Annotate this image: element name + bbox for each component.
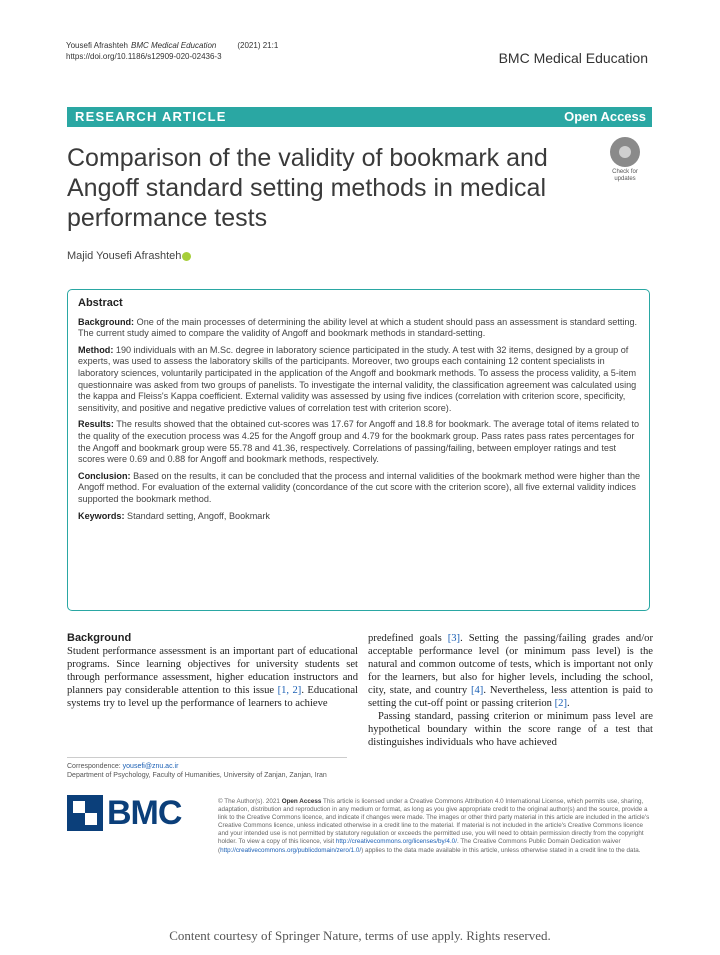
license-url-link[interactable]: http://creativecommons.org/licenses/by/4.0/ <box>335 838 457 846</box>
correspondence-email[interactable]: yousefi@znu.ac.ir <box>122 763 179 770</box>
bmc-logo-text: BMC <box>107 794 182 832</box>
body-left-column <box>67 632 358 710</box>
abstract-heading: Abstract <box>78 297 123 309</box>
public-domain-url-link[interactable]: http://creativecommons.org/publicdomain/zero/1.0/ <box>220 846 362 854</box>
doi-link[interactable]: https://doi.org/10.1186/s12909-020-02436-3 <box>66 52 222 61</box>
citation-link[interactable]: [1, 2] <box>277 685 302 696</box>
cite-year: (2021) 21:1 <box>237 41 279 50</box>
correspondence-line: Correspondence: yousefi@znu.ac.ir <box>67 763 179 770</box>
license-notice: © The Author(s). 2021 Open Access This article is licensed under a Creative Commons Attribution 4.0 International License, which permits use, sharing, adaptation, distribution and reproduction in any medium or format, as long as you give appropriate credit to the original author(s) and the source, provide a link to the Creative Commons licence, and indicate if changes were made. The images or other third party material in this article are included in the article's Creative Commons licence, unless indicated otherwise in a credit line to the material. If material is not included in the article's Creative Commons licence and your intended use is not permitted by statutory regulation or exceeds the permitted use, you will need to obtain permission directly from the copyright holder. To view a copy of this licence, visit http://creativecommons.org/licenses/by/4.0/. The Creative Commons Public Domain Dedication waiver (http://creativecommons.org/publicdomain/zero/1.0/) applies to the data made available in this article, unless otherwise stated in a credit line to the data. <box>218 798 650 854</box>
abstract-results: Results: The results showed that the obtained cut-scores was 17.67 for Angoff and 18.8 for bookmark. The average total of items related to the quality of the execution process was 4.25 for the Angoff group and 4.79 for the bookmark group. Pass rates pass rates percentages for the Angoff and bookmark group were 55.78 and 41.36, respectively. Correlations of passing/failing, between employer ratings and test scores were 0.69 and 0.88 for Angoff and bookmark methods, respectively. <box>78 419 640 465</box>
body-paragraph: Passing standard, passing criterion or minimum pass level are hypothetical boundary within the score range of a test that distinguishes individuals who have achieved <box>368 711 653 748</box>
citation-header <box>66 40 281 62</box>
bmc-logo-icon <box>67 795 103 831</box>
citation-link[interactable]: [3] <box>447 633 461 644</box>
body-right-column <box>368 632 653 749</box>
correspondence-affiliation: Department of Psychology, Faculty of Humanities, University of Zanjan, Zanjan, Iran <box>67 772 327 779</box>
cite-author: Yousefi Afrashteh <box>66 41 128 50</box>
author-name[interactable]: Majid Yousefi Afrashteh <box>67 250 182 262</box>
abstract-method: Method: 190 individuals with an M.Sc. degree in laboratory science participated in the study. A test with 32 items, designed by a group of experts, was used to assess the laboratory skills of the participants. Moreover, two groups each containing 12 content specialists in laboratory sciences, voluntarily participated in the application of the Angoff and bookmark methods. To assess the process validity, a 5-item questionnaire was asked from two groups of panelists. To investigate the internal validity, the classification agreement was calculated using the kappa and Fleiss's Kappa coefficient. External validity was assessed by using five indices (correlation with criterion score, specificity, sensitivity, and positive and negative predictive values of correlation test with criterion score). <box>78 344 637 413</box>
abstract-box <box>67 289 650 611</box>
article-type-label: RESEARCH ARTICLE <box>75 109 227 124</box>
check-for-updates-badge[interactable] <box>598 137 652 187</box>
citation-link[interactable]: [4] <box>470 685 484 696</box>
page-footer: Content courtesy of Springer Nature, terms of use apply. Rights reserved. <box>169 928 551 943</box>
open-access-label: Open Access <box>564 109 646 124</box>
abstract-keywords: Keywords: Standard setting, Angoff, Bookmark <box>78 510 270 521</box>
abstract-conclusion: Conclusion: Based on the results, it can be concluded that the process and internal validities of the bookmark method were higher than the Angoff method. For evaluation of the external validity (concordance of the cut score with the criterion score), all five external validity indices supported the bookmark method. <box>78 470 641 504</box>
orcid-icon[interactable] <box>182 252 191 261</box>
citation-link[interactable]: [2] <box>554 698 567 709</box>
article-title: Comparison of the validity of bookmark and Angoff standard setting methods in medical performance tests <box>67 144 548 232</box>
section-heading-background: Background <box>67 632 132 644</box>
body-paragraph: predefined goals [3]. Setting the passing/failing grades and/or acceptable performance level (or minimum pass level) is the natural and common outcome of tests, which is important not only for the learners, but also for higher levels, including the school, city, state, and country [4]. Nevertheless, less attention is paid to setting the cut-off point or passing criterion [2]. <box>368 633 653 709</box>
cite-journal: BMC Medical Education <box>130 41 217 50</box>
journal-name: BMC Medical Education <box>498 50 648 66</box>
abstract-background: Background: One of the main processes of determining the ability level at which a student should pass an assessment is standard setting. The current study aimed to compare the validity of Angoff and bookmark methods in standard-setting. <box>78 316 638 339</box>
article-type-band <box>67 107 652 127</box>
check-updates-label: Check for updates <box>612 169 638 182</box>
citation-line <box>66 40 281 51</box>
check-updates-icon <box>610 137 640 167</box>
body-paragraph: Student performance assessment is an important part of educational programs. Since learning objectives for university students set through performance assessment, higher education instructors and planners pay considerable attention to this issue [1, 2]. Educational systems try to level up the performance of learners to achieve <box>67 646 358 709</box>
correspondence-note <box>67 757 347 780</box>
author-line <box>67 250 191 262</box>
